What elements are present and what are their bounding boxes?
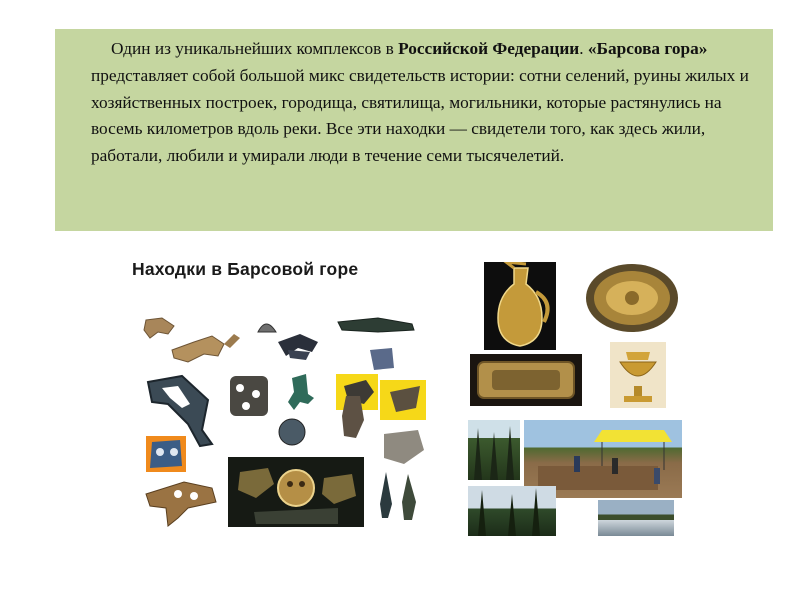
bird-figurine	[144, 318, 240, 362]
green-figure	[288, 374, 314, 410]
bold-site-name: «Барсова гора»	[587, 39, 708, 58]
golden-jug-photo	[484, 262, 556, 350]
blue-plaque	[370, 348, 394, 370]
sun-face-plaque	[278, 470, 314, 506]
bold-country-name: Российской Федерации	[398, 39, 580, 58]
river-photo	[598, 500, 674, 536]
winged-figure	[278, 334, 318, 360]
gold-artifacts	[470, 262, 685, 412]
golden-plate-photo	[584, 262, 680, 334]
text-run: представляет собой большой микс свидетельств истории: сотни селений, руины жилых и хозяйственных построек, городища, святилища, могильники, которые растянулись на восемь километров вдоль реки. Все эти находки — свидетели того, как здесь жили, работали, любили и умирали люди в течение семи тысячелетий.	[91, 65, 749, 166]
description-box	[55, 29, 773, 231]
gray-relief	[384, 430, 424, 464]
golden-tray-photo	[470, 354, 582, 406]
description-paragraph	[91, 36, 771, 170]
artifact-collage	[138, 312, 438, 527]
lake-photo	[468, 486, 556, 536]
standing-idol	[342, 396, 364, 438]
forest-trees	[468, 420, 520, 480]
forest-photo	[468, 420, 520, 480]
text-run: Один из уникальнейших комплексов в	[111, 39, 399, 58]
arrowhead	[402, 474, 416, 520]
lake-trees	[468, 486, 556, 536]
golden-cup-photo	[610, 342, 666, 408]
openwork-claw	[148, 376, 212, 446]
round-disk	[279, 419, 305, 445]
text-run: .	[579, 39, 588, 58]
animal-plaque	[338, 318, 414, 332]
finds-title: Находки в Барсовой горе	[132, 259, 359, 279]
helmet-artifact	[258, 324, 276, 332]
openwork-plate	[230, 376, 268, 416]
bird-head-pendant	[146, 482, 216, 526]
arrowhead	[380, 472, 392, 518]
